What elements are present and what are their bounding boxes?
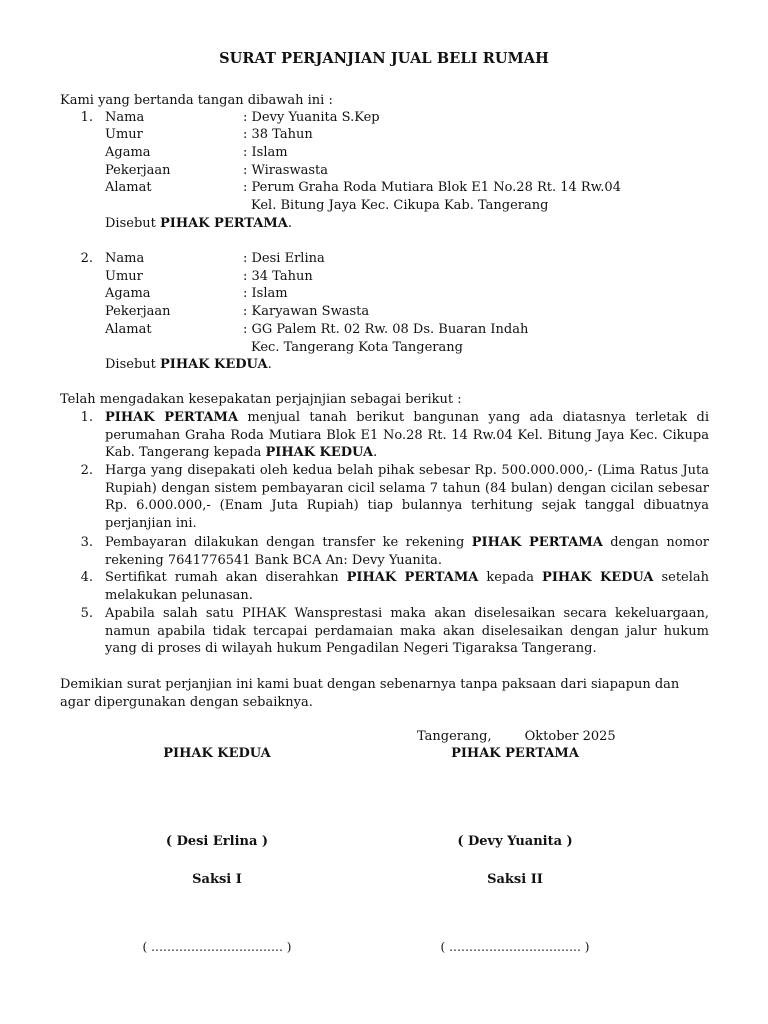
clause-5: Apabila salah satu PIHAK Wansprestasi maka akan diselesaikan secara kekeluargaan, namun apabila tidak tercapai perdamaian maka akan diselesaikan dengan jalur hukum yang di proses di wilayah hukum Pengadilan Negeri Tigaraksa Tangerang. <box>105 606 709 657</box>
document-title: SURAT PERJANJIAN JUAL BELI RUMAH <box>219 50 549 67</box>
field-label: Umur <box>105 127 143 142</box>
field-label: Agama <box>105 145 151 160</box>
clause-4: Sertifikat rumah akan diserahkan PIHAK PERTAMA kepada PIHAK KEDUA setelah melakukan pelunasan. <box>105 570 710 603</box>
field-value: : Islam <box>243 145 288 160</box>
intro-text: Kami yang bertanda tangan dibawah ini : <box>60 93 333 108</box>
left-witness-title: Saksi I <box>192 872 242 887</box>
left-signatory-name: ( Desi Erlina ) <box>165 834 269 849</box>
closing-statement: Demikian surat perjanjian ini kami buat dengan sebenarnya tanpa paksaan dari siapapun dan agar dipergunakan dengan sebaiknya. <box>60 677 680 710</box>
field-value: : Devy Yuanita S.Kep <box>243 110 380 125</box>
party-number: 2. <box>80 251 93 266</box>
field-value: : 34 Tahun <box>243 269 313 284</box>
field-value: : 38 Tahun <box>243 127 313 142</box>
right-signatory-title: PIHAK PERTAMA <box>451 746 579 761</box>
clause-number: 1. <box>80 410 93 425</box>
field-label: Pekerjaan <box>105 163 171 178</box>
field-value: : Desi Erlina <box>243 251 325 266</box>
address-continuation: Kel. Bitung Jaya Kec. Cikupa Kab. Tangerang <box>251 198 549 213</box>
field-value: : Perum Graha Roda Mutiara Blok E1 No.28 Rt. 14 Rw.04 <box>243 180 621 195</box>
clause-2: Harga yang disepakati oleh kedua belah pihak sebesar Rp. 500.000.000,- (Lima Ratus Juta Rupiah) dengan sistem pembayaran cicil selama 7 tahun (84 bulan) dengan cicilan sebesar Rp. 6.000.000,- (Enam Juta Rupiah) tiap bulannya terhitung sejak tanggal dibuatnya perjanjian ini. <box>105 463 709 531</box>
left-witness-blank: ( …………………………… ) <box>142 940 292 954</box>
field-label: Alamat <box>105 322 152 337</box>
party-number: 1. <box>80 110 93 125</box>
field-label: Alamat <box>105 180 152 195</box>
field-label: Nama <box>105 110 145 125</box>
field-value: : Karyawan Swasta <box>243 304 370 319</box>
field-value: : Wiraswasta <box>243 163 328 178</box>
right-signatory-name: ( Devy Yuanita ) <box>457 834 573 849</box>
field-value: : Islam <box>243 286 288 301</box>
field-label: Agama <box>105 286 151 301</box>
clause-number: 2. <box>80 463 93 478</box>
field-label: Umur <box>105 269 143 284</box>
clause-3: Pembayaran dilakukan dengan transfer ke rekening PIHAK PERTAMA dengan nomor rekening 7641776541 Bank BCA An: Devy Yuanita. <box>105 535 709 568</box>
clause-number: 5. <box>80 606 93 621</box>
agreement-intro: Telah mengadakan kesepakatan perjajnjian sebagai berikut : <box>60 392 462 407</box>
left-signatory-title: PIHAK KEDUA <box>163 746 271 761</box>
clause-number: 3. <box>80 535 93 550</box>
party-designation: Disebut PIHAK KEDUA. <box>105 357 272 372</box>
place-date: Tangerang, Oktober 2025 <box>417 729 616 744</box>
field-value: : GG Palem Rt. 02 Rw. 08 Ds. Buaran Indah <box>243 322 529 337</box>
clause-number: 4. <box>80 570 93 585</box>
party-designation: Disebut PIHAK PERTAMA. <box>105 216 292 231</box>
address-continuation: Kec. Tangerang Kota Tangerang <box>251 340 463 355</box>
field-label: Nama <box>105 251 145 266</box>
right-witness-title: Saksi II <box>487 872 543 887</box>
field-label: Pekerjaan <box>105 304 171 319</box>
right-witness-blank: ( …………………………… ) <box>440 940 590 954</box>
clause-1: PIHAK PERTAMA menjual tanah berikut bangunan yang ada diatasnya terletak di perumahan Graha Roda Mutiara Blok E1 No.28 Rt. 14 Rw.04 Kel. Bitung Jaya Kec. Cikupa Kab. Tangerang kepada PIHAK KEDUA. <box>105 410 709 461</box>
